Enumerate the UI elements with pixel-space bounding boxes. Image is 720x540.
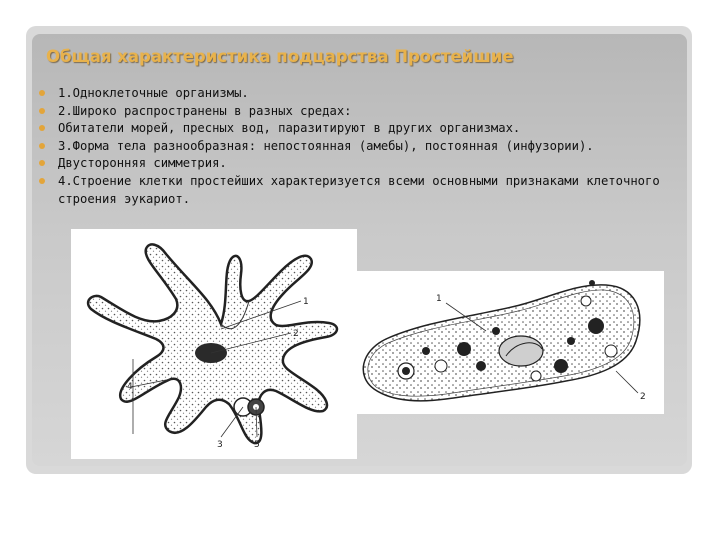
bullet-icon — [39, 143, 45, 149]
bullet-item — [38, 103, 678, 121]
paramecium-label: 2 — [640, 392, 646, 402]
amoeba-label: 4 — [127, 382, 133, 392]
bullet-icon — [39, 90, 45, 96]
bullet-icon — [39, 125, 45, 131]
amoeba-label: 2 — [293, 329, 299, 339]
paramecium-label: 1 — [436, 294, 442, 304]
bullet-text: 1.Одноклеточные организмы. — [58, 86, 249, 100]
bullet-item — [38, 138, 678, 156]
bullet-text: 3.Форма тела разнообразная: непостоянная (амебы), постоянная (инфузории). — [58, 138, 594, 153]
amoeba-label: 1 — [303, 297, 309, 307]
bullet-item — [38, 120, 678, 138]
bullet-item — [38, 85, 678, 103]
bullet-icon — [39, 160, 45, 166]
bullet-list — [38, 85, 678, 208]
amoeba-label: 3 — [217, 440, 223, 450]
bullet-icon — [39, 178, 45, 184]
bullet-text: Обитатели морей, пресных вод, паразитируют в других организмах. — [58, 121, 521, 136]
amoeba-drawing — [71, 229, 357, 459]
paramecium-drawing — [346, 271, 664, 414]
bullet-item — [38, 173, 678, 208]
amoeba-figure — [71, 229, 357, 459]
slide-title: Общая характеристика подцарства Простейшие — [46, 47, 514, 66]
bullet-item — [38, 155, 678, 173]
paramecium-figure — [346, 271, 664, 414]
bullet-icon — [39, 108, 45, 114]
bullet-text: 4.Строение клетки простейших характеризуется всеми основными признаками клеточного строения эукариот. — [58, 173, 668, 206]
bullet-text: 2.Широко распространены в разных средах: — [58, 103, 352, 118]
macronucleus — [499, 336, 543, 366]
bullet-text: Двусторонняя симметрия. — [58, 156, 227, 171]
paramecium-body — [363, 285, 640, 401]
amoeba-label: 5 — [254, 440, 260, 450]
